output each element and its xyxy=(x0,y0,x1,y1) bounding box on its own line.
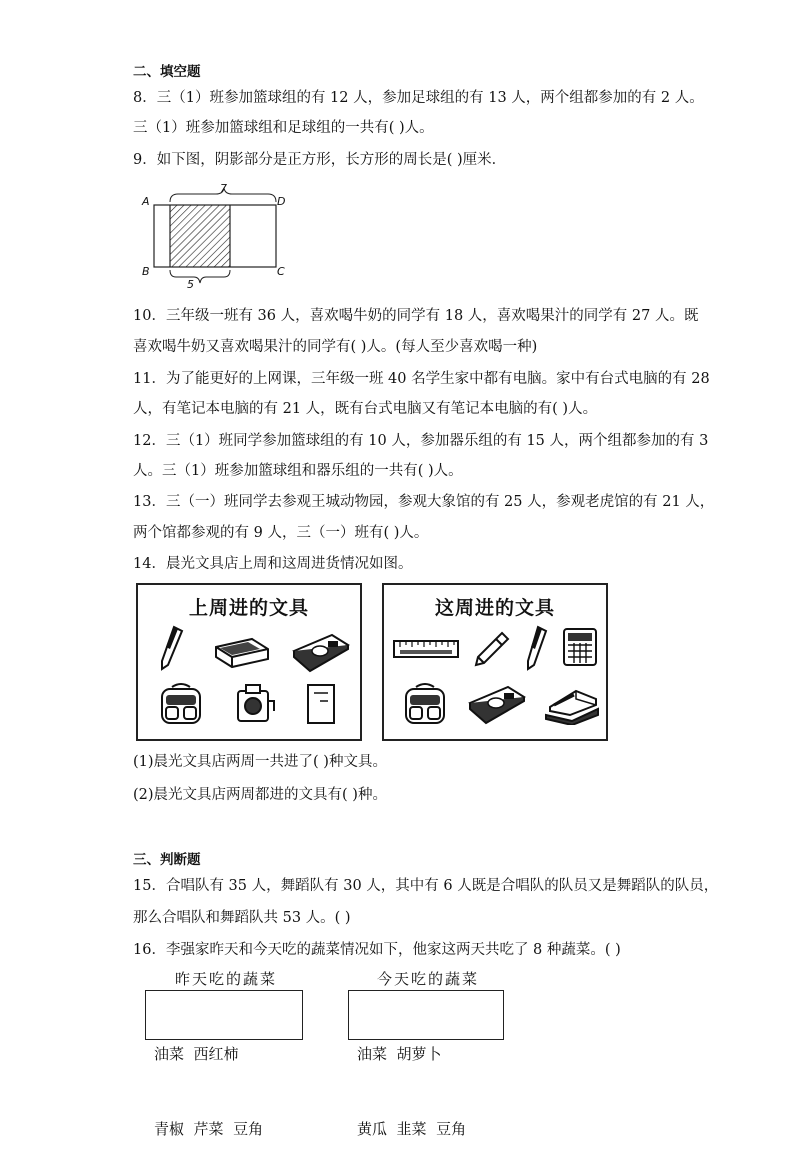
question-8-line-2: 三（1）班参加篮球组和足球组的一共有( )人。 xyxy=(133,120,434,136)
pencil-sharpener-icon xyxy=(230,681,276,727)
pencil-icon xyxy=(472,629,512,669)
pen-icon xyxy=(156,625,186,673)
this-week-title: 这周进的文具 xyxy=(434,597,555,619)
question-10-line-1: 10．三年级一班有 36 人，喜欢喝牛奶的同学有 18 人，喜欢喝果汁的同学有 27 人。既 xyxy=(133,308,699,324)
ruler-icon xyxy=(392,637,460,661)
bottom-brace xyxy=(170,270,230,283)
vertex-label-b: B xyxy=(142,265,150,278)
question-13-line-2: 两个馆都参观的有 9 人，三（一）班有( )人。 xyxy=(133,525,429,541)
question-14-sub-2: (2)晨光文具店两周都进的文具有( )种。 xyxy=(133,787,387,803)
yesterday-row-1: 油菜 西红柿 xyxy=(154,1045,239,1063)
question-9-line-1: 9．如下图，阴影部分是正方形，长方形的周长是( )厘米． xyxy=(133,152,507,168)
today-row-1: 油菜 胡萝卜 xyxy=(357,1045,442,1063)
yesterday-vegetables-box xyxy=(145,990,303,1138)
pen-icon xyxy=(524,625,550,673)
eraser-icon xyxy=(212,635,272,669)
pencil-case-icon xyxy=(466,683,528,725)
rectangle-diagram xyxy=(138,180,298,292)
question-15-line-1: 15．合唱队有 35 人，舞蹈队有 30 人，其中有 6 人既是合唱队的队员又是舞蹈队的队员， xyxy=(133,878,719,894)
question-14-sub-1: (1)晨光文具店两周一共进了( )种文具。 xyxy=(133,754,387,770)
today-row-2: 黄瓜 韭菜 豆角 xyxy=(357,1120,467,1138)
question-8-line-1: 8．三（1）班参加篮球组的有 12 人，参加足球组的有 13 人，两个组都参加的有 2 人。 xyxy=(133,90,704,106)
question-11-line-1: 11．为了能更好的上网课，三年级一班 40 名学生家中都有电脑。家中有台式电脑的有 28 xyxy=(133,371,710,387)
question-14-line-1: 14．晨光文具店上周和这周进货情况如图。 xyxy=(133,556,413,572)
section-title-true-false: 三、判断题 xyxy=(133,852,201,868)
top-length-label: 7 xyxy=(220,182,227,195)
question-16-line-1: 16．李强家昨天和今天吃的蔬菜情况如下，他家这两天共吃了 8 种蔬菜。( ) xyxy=(133,942,621,958)
shaded-square xyxy=(170,205,230,267)
vertex-label-d: D xyxy=(277,195,286,208)
today-vegetables-box xyxy=(348,990,504,1138)
section-title-fill-blank: 二、填空题 xyxy=(133,64,201,80)
backpack-icon xyxy=(400,681,450,727)
stapler-icon xyxy=(542,685,602,725)
question-11-line-2: 人，有笔记本电脑的有 21 人，既有台式电脑又有笔记本电脑的有( )人。 xyxy=(133,401,598,417)
last-week-stationery-panel xyxy=(136,583,362,741)
this-week-stationery-panel xyxy=(382,583,608,741)
question-12-line-2: 人。三（1）班参加篮球组和器乐组的一共有( )人。 xyxy=(133,463,463,479)
bottom-length-label: 5 xyxy=(187,278,194,291)
question-15-line-2: 那么合唱队和舞蹈队共 53 人。( ) xyxy=(133,910,351,926)
last-week-title: 上周进的文具 xyxy=(188,597,309,619)
vertex-label-c: C xyxy=(277,265,285,278)
calculator-icon xyxy=(560,625,600,669)
notebook-icon xyxy=(304,681,338,727)
pencil-case-icon xyxy=(290,631,352,673)
question-12-line-1: 12．三（1）班同学参加篮球组的有 10 人，参加器乐组的有 15 人，两个组都参加的有 3 xyxy=(133,433,709,449)
question-10-line-2: 喜欢喝牛奶又喜欢喝果汁的同学有( )人。(每人至少喜欢喝一种) xyxy=(133,339,538,355)
today-vegetables-title: 今天吃的蔬菜 xyxy=(377,970,480,988)
yesterday-vegetables-title: 昨天吃的蔬菜 xyxy=(175,970,278,988)
backpack-icon xyxy=(156,681,206,727)
question-13-line-1: 13．三（一）班同学去参观王城动物园，参观大象馆的有 25 人，参观老虎馆的有 21 人， xyxy=(133,494,715,510)
yesterday-row-2: 青椒 芹菜 豆角 xyxy=(154,1120,264,1138)
vertex-label-a: A xyxy=(142,195,150,208)
